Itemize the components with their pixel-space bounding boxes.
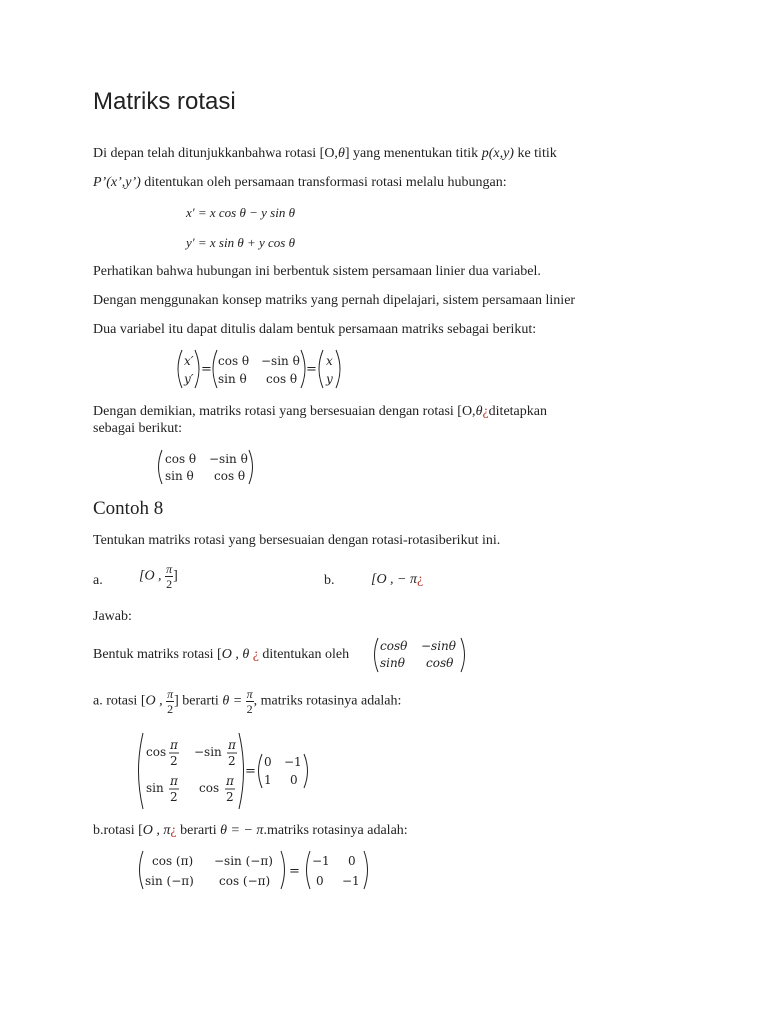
cell-neg-sin: −sin (194, 745, 222, 759)
solution-a-prefix: a. rotasi [ (93, 693, 146, 709)
general-cell-22: cosθ (426, 656, 454, 670)
solution-a-suffix: , matriks rotasinya adalah: (253, 693, 402, 709)
result-b-21: 0 (316, 874, 324, 888)
cell-b-21: sin (−π) (145, 874, 194, 888)
inverted-question-mark: ¿ (170, 823, 177, 838)
matrix-cell-12: −sin θ (209, 452, 248, 466)
matrix-cell-21: sin θ (165, 469, 194, 483)
rotation-matrix (153, 447, 263, 487)
result-b-22: −1 (342, 874, 360, 888)
result-a-21: 1 (264, 773, 272, 787)
intro-line-1 (93, 145, 557, 163)
fraction-pi-over-2 (246, 688, 254, 715)
paragraph-matrix-concept: Dengan menggunakan konsep matriks yang pernah dipelajari, sistem persamaan linier (93, 293, 576, 308)
cell-b-12: −sin (−π) (214, 854, 273, 868)
solution-a-mid: ] berarti (174, 693, 223, 709)
intro-text-2: ditentukan oleh persamaan transformasi rotasi melalu hubungan: (140, 175, 507, 190)
cell-b-11: cos (π) (152, 854, 194, 868)
general-form-line (93, 646, 349, 664)
option-b-label: b. (324, 573, 335, 588)
paragraph-two-variables: Dua variabel itu dapat ditulis dalam bentuk persamaan matriks sebagai berikut: (93, 322, 537, 337)
general-cell-12: −sinθ (421, 639, 457, 653)
svg-text:=: = (201, 362, 212, 377)
matrix-equation (170, 346, 360, 392)
fraction-pi-over-2 (166, 688, 174, 715)
matrix-cell-22: cos θ (214, 469, 246, 483)
equation-x-prime: x′ = x cos θ − y sin θ (186, 205, 295, 220)
cell-sin: sin (146, 781, 164, 795)
point-p: p(x,y) (481, 146, 514, 161)
cell-2: 2 (226, 790, 234, 804)
option-a-expression (139, 563, 178, 590)
cell-2: 2 (170, 754, 178, 768)
fraction-numerator: π (166, 562, 173, 576)
solution-a-line (93, 688, 401, 715)
cell-cos: cos (146, 745, 167, 759)
solution-a-theta-eq: θ = (222, 693, 243, 709)
intro-line-2 (93, 174, 507, 192)
solution-b-prefix: b.rotasi [ (93, 823, 143, 838)
cell-cos: cos (199, 781, 220, 795)
cell-pi: π (228, 738, 236, 752)
fraction-pi-over-2 (165, 563, 173, 590)
fraction-denominator: 2 (167, 702, 174, 716)
result-a-11: 0 (264, 755, 272, 769)
rot-cell-12: −sin θ (261, 354, 300, 368)
paragraph-linear-system: Perhatikan bahwa hubungan ini berbentuk sistem persamaan linier dua variabel. (93, 264, 541, 279)
conclusion-text-b: ditetapkan (488, 404, 547, 419)
option-a-label: a. (93, 573, 103, 588)
option-b-text: [O , − π (371, 572, 418, 587)
result-a-22: 0 (290, 773, 298, 787)
solution-a-matrix (134, 730, 324, 812)
example-task: Tentukan matriks rotasi yang bersesuaian dengan rotasi-rotasiberikut ini. (93, 533, 501, 548)
result-b-11: −1 (312, 854, 330, 868)
solution-a-o: O , (145, 693, 163, 709)
fraction-numerator: π (246, 687, 253, 701)
rhs-y: y (326, 372, 333, 386)
cell-pi: π (226, 774, 234, 788)
svg-text:=: = (245, 764, 256, 779)
rot-cell-21: sin θ (218, 372, 247, 386)
lhs-y-prime: y′ (184, 372, 194, 386)
paragraph-as-follows: sebagai berikut: (93, 421, 183, 436)
inverted-question-mark: ¿ (252, 647, 259, 662)
theta-symbol: θ (475, 404, 483, 419)
answer-label: Jawab: (93, 609, 132, 624)
lhs-x-prime: x′ (184, 354, 194, 368)
solution-b-matrix (134, 848, 374, 892)
cell-pi: π (170, 738, 178, 752)
general-form-text-b: ditentukan oleh (258, 647, 350, 662)
result-a-12: −1 (284, 755, 302, 769)
solution-b-suffix: .matriks rotasinya adalah: (263, 823, 408, 838)
equation-y-prime: y′ = x sin θ + y cos θ (186, 235, 295, 250)
solution-b-line (93, 822, 408, 840)
inverted-question-mark: ¿ (482, 404, 489, 419)
intro-text-c: ke titik (513, 146, 557, 161)
conclusion-text-a: Dengan demikian, matriks rotasi yang bersesuaian dengan rotasi [O, (93, 404, 476, 419)
option-a-close: ] (173, 568, 178, 584)
result-b-12: 0 (348, 854, 356, 868)
svg-text:=: = (289, 864, 300, 879)
general-form-o-theta: O , θ (221, 647, 250, 662)
svg-text:=: = (306, 362, 317, 377)
cell-pi: π (170, 774, 178, 788)
rot-cell-22: cos θ (266, 372, 298, 386)
general-rotation-matrix (370, 636, 470, 674)
general-cell-21: sinθ (380, 656, 405, 670)
solution-b-theta-eq: θ = − π (220, 823, 264, 838)
fraction-denominator: 2 (166, 577, 173, 591)
cell-2: 2 (170, 790, 178, 804)
paragraph-conclusion (93, 403, 547, 421)
inverted-question-mark: ¿ (417, 572, 424, 587)
theta-symbol: θ (337, 146, 345, 161)
matrix-cell-11: cos θ (165, 452, 197, 466)
cell-b-22: cos (−π) (219, 874, 271, 888)
solution-b-o: O , π (142, 823, 171, 838)
solution-b-mid: berarti (176, 823, 221, 838)
general-form-text-a: Bentuk matriks rotasi [ (93, 647, 222, 662)
rot-cell-11: cos θ (218, 354, 250, 368)
fraction-denominator: 2 (246, 702, 253, 716)
fraction-numerator: π (167, 687, 174, 701)
example-heading: Contoh 8 (93, 498, 164, 519)
general-cell-11: cosθ (380, 639, 408, 653)
page-title: Matriks rotasi (93, 88, 236, 115)
rhs-x: x (326, 354, 333, 368)
intro-text-b: ] yang menentukan titik (344, 146, 482, 161)
option-a-open: [O , (139, 568, 162, 584)
intro-text-a: Di depan telah ditunjukkanbahwa rotasi [O, (93, 146, 338, 161)
option-b-expression (371, 571, 423, 589)
cell-2: 2 (228, 754, 236, 768)
point-p-prime: P’(x’,y’) (93, 175, 141, 190)
